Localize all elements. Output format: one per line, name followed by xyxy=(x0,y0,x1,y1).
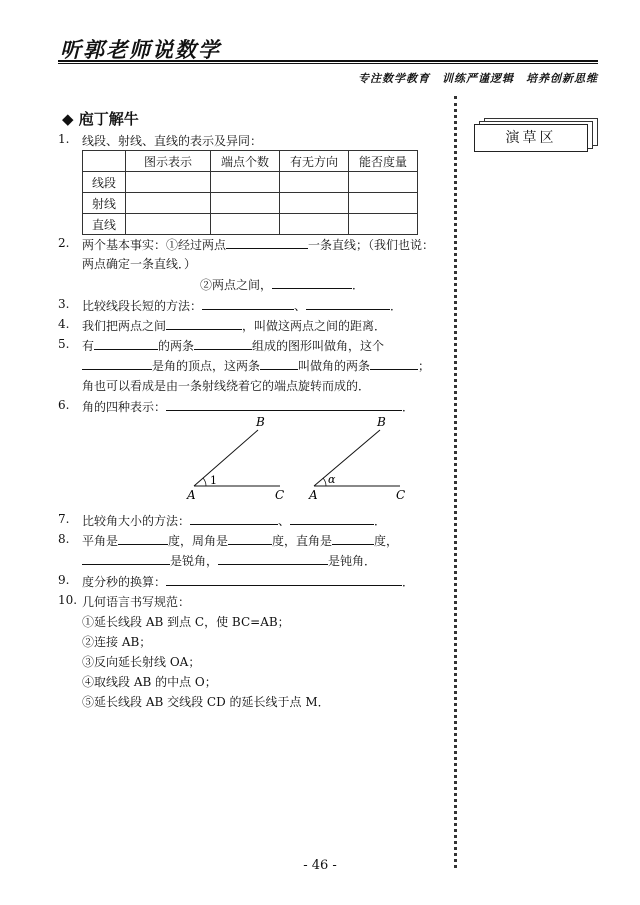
point-label-B: B xyxy=(256,415,265,429)
angle-figure-right xyxy=(308,415,405,502)
row-label: 直线 xyxy=(83,214,126,235)
table-header-row xyxy=(83,151,418,172)
q2-line2: 两点确定一条直线．） xyxy=(82,257,197,271)
point-label-B: B xyxy=(377,415,386,429)
table-header-cell: 有无方向 xyxy=(280,151,349,172)
table-row xyxy=(83,214,418,235)
q7-number: 7. xyxy=(58,512,70,526)
q1-text: 线段、射线、直线的表示及异同： xyxy=(82,134,263,148)
q6-text: 角的四种表示： ． xyxy=(82,400,415,414)
q5-number: 5. xyxy=(58,337,70,351)
draft-area-label-box xyxy=(474,118,598,148)
q9-text: 度分秒的换算： ． xyxy=(82,575,415,589)
brand-title: 听郭老师说数学 xyxy=(60,38,221,62)
angle-mark-alpha: α xyxy=(328,473,336,486)
draft-area-label: 演草区 xyxy=(474,124,588,152)
table-row xyxy=(83,172,418,193)
angle-figure-left xyxy=(186,415,284,502)
point-label-A: A xyxy=(187,488,196,502)
q10-text: 几何语言书写规范： xyxy=(82,595,191,609)
table-header-cell: 能否度量 xyxy=(349,151,418,172)
q4-text: 我们把两点之间 ，叫做这两点之间的距离． xyxy=(82,319,387,333)
q8-line2: 是锐角， 是钝角． xyxy=(82,552,376,569)
header-rule xyxy=(58,60,598,62)
q4-number: 4. xyxy=(58,317,70,331)
q8-number: 8. xyxy=(58,532,70,546)
q3-number: 3. xyxy=(58,297,70,311)
section-title: ◆ 庖丁解牛 xyxy=(62,110,139,128)
table-header-cell xyxy=(83,151,126,172)
header-motto: 专注数学教育 训练严谨逻辑 培养创新思维 xyxy=(358,72,598,85)
q7-text: 比较角大小的方法： 、 ． xyxy=(82,514,387,528)
angle-mark-1: 1 xyxy=(210,474,217,487)
point-label-A: A xyxy=(309,488,318,502)
q5-line2: 是角的顶点，这两条 叫做角的两条 ； xyxy=(82,357,430,374)
list-item: ⑤延长线段 AB 交线段 CD 的延长线于点 M． xyxy=(82,695,330,709)
q5-line1: 有 的两条 组成的图形叫做角，这个 xyxy=(82,339,385,353)
header-rule-thin xyxy=(58,63,598,64)
table-row xyxy=(83,193,418,214)
q5-line3: 角也可以看成是由一条射线绕着它的端点旋转而成的． xyxy=(82,379,371,393)
q9-number: 9. xyxy=(58,573,70,587)
row-label: 射线 xyxy=(83,193,126,214)
list-item: ①延长线段 AB 到点 C，使 BC=AB； xyxy=(82,615,290,629)
q6-number: 6. xyxy=(58,398,70,412)
column-separator xyxy=(454,96,457,868)
table-header-cell: 端点个数 xyxy=(211,151,280,172)
point-label-C: C xyxy=(275,488,285,502)
angle-figures xyxy=(180,412,420,504)
list-item: ③反向延长射线 OA； xyxy=(82,655,201,669)
q3-text: 比较线段长短的方法： 、 ． xyxy=(82,299,403,313)
section-title-text: 庖丁解牛 xyxy=(78,110,139,128)
q1-number: 1. xyxy=(58,132,70,146)
row-label: 线段 xyxy=(83,172,126,193)
page-number: - 46 - xyxy=(303,858,337,873)
list-item: ④取线段 AB 的中点 O； xyxy=(82,675,217,689)
point-label-C: C xyxy=(396,488,406,502)
q2-line1: 两个基本事实：①经过两点 一条直线；（我们也说： xyxy=(82,238,435,252)
q2-number: 2. xyxy=(58,236,70,250)
table-header-cell: 图示表示 xyxy=(126,151,211,172)
q8-line1: 平角是 度，周角是 度，直角是 度， xyxy=(82,534,399,548)
line-comparison-table xyxy=(82,150,418,235)
list-item: ②连接 AB； xyxy=(82,635,152,649)
q2-line3: ②两点之间， ． xyxy=(200,278,365,292)
q10-number: 10. xyxy=(58,593,78,607)
